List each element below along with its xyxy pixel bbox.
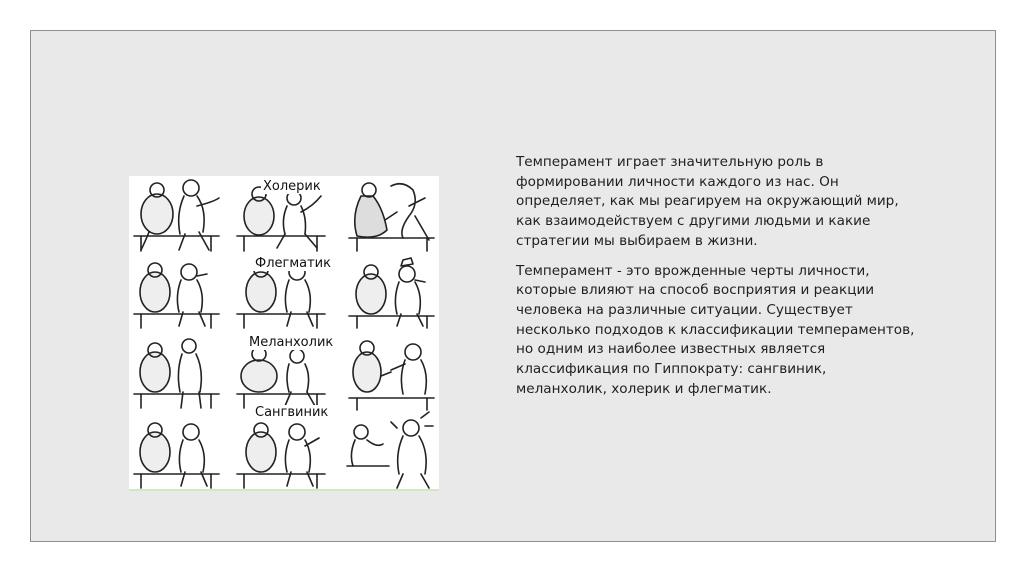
temperament-cartoon-illustration	[129, 176, 439, 491]
label-sanguine: Сангвиник	[255, 405, 329, 420]
label-melancholic: Меланхолик	[249, 335, 334, 350]
body-text	[516, 153, 916, 409]
paragraph-1: Темперамент играет значительную роль в формировании личности каждого из нас. Он определяет, как мы реагируем на окружающий мир, как взаимодействуем с другими людьми и какие стратегии мы выбираем в жизни.	[516, 154, 899, 249]
cartoon-row-4	[134, 412, 433, 488]
label-choleric: Холерик	[263, 179, 321, 194]
label-phlegmatic: Флегматик	[255, 256, 331, 271]
cartoon-drawing	[129, 176, 439, 491]
paragraph-2: Темперамент - это врожденные черты личности, которые влияют на способ восприятия и реакции человека на различные ситуации. Существует несколько подходов к классификации темпераментов, но одним из наиболее известных является классификация по Гиппократу: сангвиник, меланхолик, холерик и флегматик.	[516, 262, 915, 397]
